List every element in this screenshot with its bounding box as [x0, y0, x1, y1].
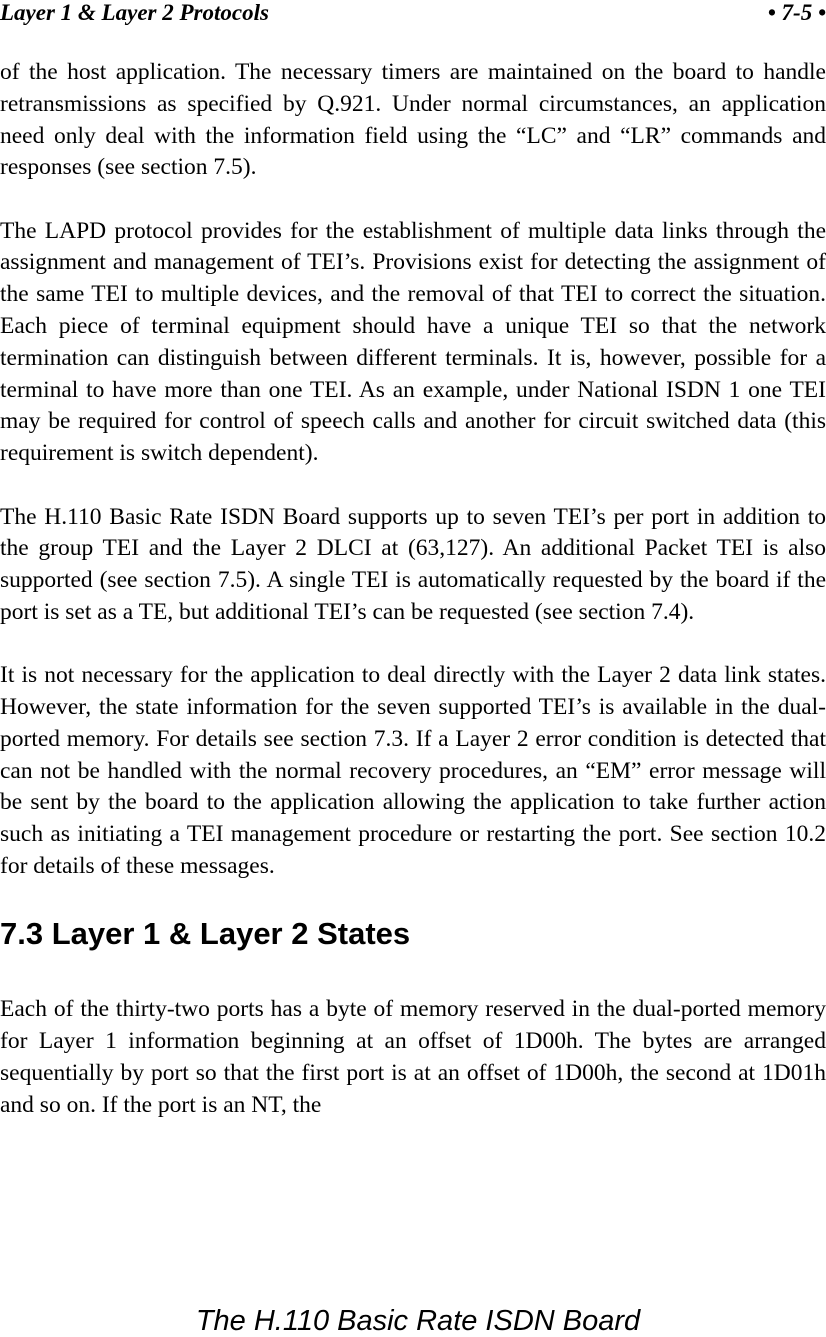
paragraph-lapd-protocol: The LAPD protocol provides for the establishment of multiple data links through the assignment and management of TEI’s. Provisions exist for detecting the assignment of the same TEI to multiple devices, and the removal of that TEI to correct the situation. Each piece of terminal equipment should have a unique TEI so that the network termination can distinguish between different terminals. It is, however, possible for a terminal to have more than one TEI. As an example, under National ISDN 1 one TEI may be required for control of speech calls and another for circuit switched data (this requirement is switch dependent). [0, 217, 826, 467]
paragraph-data-link-states: It is not necessary for the application to deal directly with the Layer 2 data link states. However, the state information for the seven supported TEI’s is available in the dual-ported memory. For details see section 7.3. If a Layer 2 error condition is detected that can not be handled with the normal recovery procedures, an “EM” error message will be sent by the board to the application allowing the application to take further action such as initiating a TEI management procedure or restarting the port. See section 10.2 for details of these messages. [0, 662, 826, 880]
running-header [0, 0, 826, 26]
paragraph-layer1-memory: Each of the thirty-two ports has a byte of memory reserved in the dual-ported memory for Layer 1 information beginning at an offset of 1D00h. The bytes are arranged sequentially by port so that the first port is at an offset of 1D00h, the second at 1D01h and so on. If the port is an NT, the [0, 996, 826, 1118]
body-text [0, 57, 826, 1153]
running-footer: The H.110 Basic Rate ISDN Board [195, 1305, 641, 1337]
chapter-title: Layer 1 & Layer 2 Protocols [0, 0, 269, 25]
section-heading: 7.3 Layer 1 & Layer 2 States [0, 916, 411, 952]
paragraph-host-application: of the host application. The necessary timers are maintained on the board to handle retransmissions as specified by Q.921. Under normal circumstances, an application need only deal with the information field using the “LC” and “LR” commands and responses (see section 7.5). [0, 59, 826, 181]
page-number: • 7-5 • [767, 0, 826, 25]
paragraph-tei-support: The H.110 Basic Rate ISDN Board supports up to seven TEI’s per port in addition to the group TEI and the Layer 2 DLCI at (63,127). An additional Packet TEI is also supported (see section 7.5). A single TEI is automatically requested by the board if the port is set as a TE, but additional TEI’s can be requested (see section 7.4). [0, 503, 826, 625]
